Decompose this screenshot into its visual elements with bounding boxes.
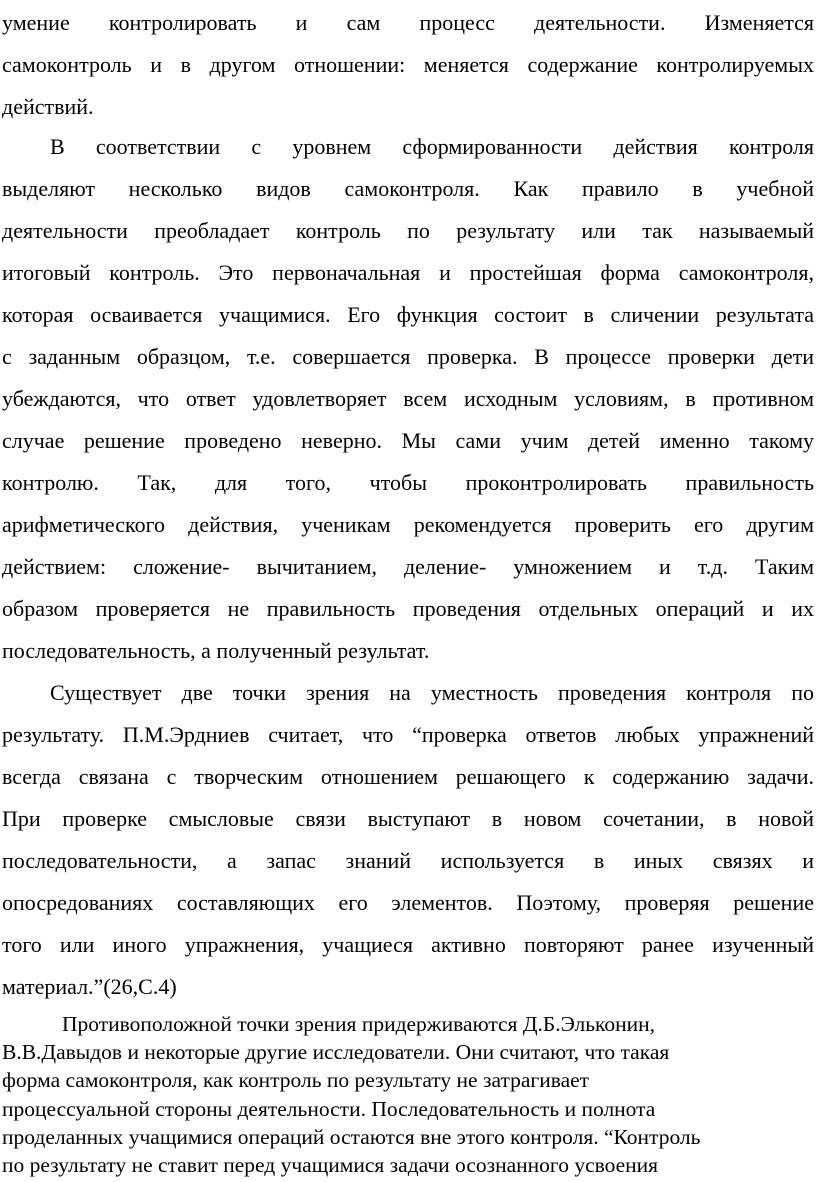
text-line: случае решение проведено неверно. Мы сами учим детей именно такому	[2, 428, 814, 453]
text-line: умение контролировать и сам процесс деятельности. Изменяется	[2, 10, 814, 35]
text-line: проделанных учащимися операций остаются вне этого контроля. “Контроль	[2, 1124, 701, 1149]
text-line: по результату не ставит перед учащимися задачи осознанного усвоения	[2, 1153, 659, 1178]
text-line: действием: сложение- вычитанием, деление- умножением и т.д. Таким	[2, 554, 814, 579]
paragraph-1	[2, 2, 814, 128]
text-line: итоговый контроль. Это первоначальная и простейшая форма самоконтроля,	[2, 260, 814, 285]
text-line: того или иного упражнения, учащиеся активно повторяют ранее изученный	[2, 932, 814, 957]
text-line: самоконтроль и в другом отношении: меняется содержание контролируемых	[2, 52, 814, 77]
paragraph-4	[2, 1010, 814, 1179]
text-line: Противоположной точки зрения придерживаются Д.Б.Эльконин,	[62, 1012, 656, 1036]
text-line: материал.”(26,С.4)	[2, 974, 177, 999]
text-line: результату. П.М.Эрдниев считает, что “проверка ответов любых упражнений	[2, 722, 814, 747]
paragraph-2	[2, 126, 814, 672]
text-line: деятельности преобладает контроль по результату или так называемый	[2, 218, 814, 243]
text-line: которая осваивается учащимися. Его функция состоит в сличении результата	[2, 302, 814, 327]
text-line: арифметического действия, ученикам рекомендуется проверить его другим	[2, 512, 814, 537]
text-line: с заданным образцом, т.е. совершается проверка. В процессе проверки дети	[2, 344, 814, 369]
paragraph-3	[2, 672, 814, 1008]
text-line: убеждаются, что ответ удовлетворяет всем исходным условиям, в противном	[2, 386, 814, 411]
text-line: форма самоконтроля, как контроль по результату не затрагивает	[2, 1068, 590, 1093]
text-line: действий.	[2, 94, 94, 119]
text-line: выделяют несколько видов самоконтроля. Как правило в учебной	[2, 176, 814, 201]
text-line: всегда связана с творческим отношением решающего к содержанию задачи.	[2, 764, 814, 789]
text-line: При проверке смысловые связи выступают в новом сочетании, в новой	[2, 806, 814, 831]
text-line: последовательность, а полученный результат.	[2, 638, 430, 663]
text-line: В.В.Давыдов и некоторые другие исследователи. Они считают, что такая	[2, 1040, 670, 1065]
text-line: процессуальной стороны деятельности. Последовательность и полнота	[2, 1096, 656, 1121]
text-line: опосредованиях составляющих его элементов. Поэтому, проверяя решение	[2, 890, 814, 915]
text-line: В соответствии с уровнем сформированности действия контроля	[50, 134, 814, 159]
text-line: контролю. Так, для того, чтобы проконтролировать правильность	[2, 470, 814, 495]
text-line: Существует две точки зрения на уместность проведения контроля по	[50, 680, 814, 705]
text-line: образом проверяется не правильность проведения отдельных операций и их	[2, 596, 814, 621]
text-line: последовательности, а запас знаний используется в иных связях и	[2, 848, 814, 873]
